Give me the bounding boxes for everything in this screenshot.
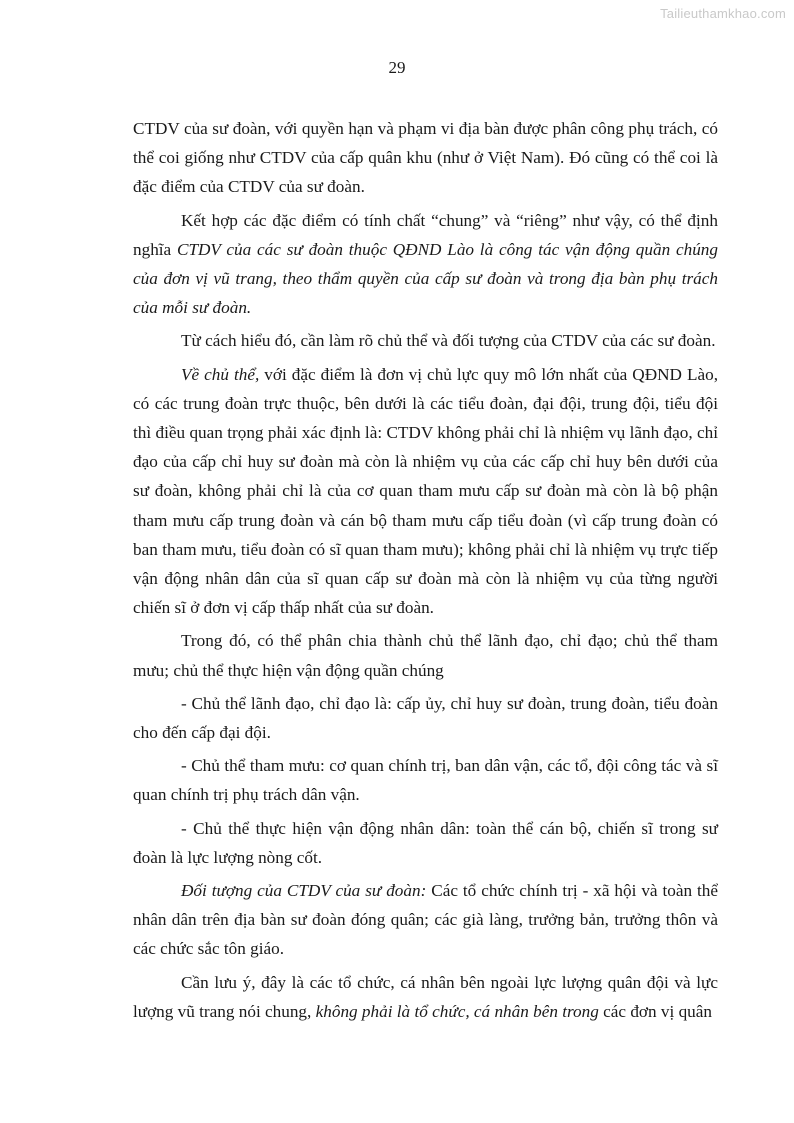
paragraph-9-heading: Đối tượng của CTDV của sư đoàn:: [181, 881, 427, 901]
document-body: [133, 114, 718, 1030]
paragraph-10: [133, 968, 718, 1026]
list-item-advisory: - Chủ thể tham mưu: cơ quan chính trị, ban dân vận, các tổ, đội công tác và sĩ quan chính trị phụ trách dân vận.: [133, 756, 718, 805]
paragraph-2: [133, 206, 718, 323]
paragraph-3: Từ cách hiểu đó, cần làm rõ chủ thể và đối tượng của CTDV của các sư đoàn.: [181, 331, 716, 351]
paragraph-10-text-a: Cần lưu ý, đây là các tổ chức, cá nhân bên ngoài lực lượng quân đội và lực lượng vũ trang nói chung,: [133, 972, 718, 1021]
list-item-leadership: - Chủ thể lãnh đạo, chỉ đạo là: cấp ủy, chỉ huy sư đoàn, trung đoàn, tiểu đoàn cho đến cấp đại đội.: [133, 693, 718, 743]
paragraph-2-definition: CTDV của các sư đoàn thuộc QĐND Lào là công tác vận động quần chúng của đơn vị vũ trang, theo thẩm quyền của cấp sư đoàn và trong địa bàn phụ trách của mỗi sư đoàn.: [133, 239, 718, 318]
watermark: Tailieuthamkhao.com: [660, 6, 786, 21]
paragraph-4-heading: Về chủ thể,: [181, 364, 260, 384]
page-number: 29: [388, 58, 406, 77]
paragraph-10-emphasis: không phải là tổ chức, cá nhân bên trong: [315, 1001, 599, 1021]
list-item-implementation: - Chủ thể thực hiện vận động nhân dân: toàn thể cán bộ, chiến sĩ trong sư đoàn là lực lượng nòng cốt.: [133, 818, 718, 867]
paragraph-2-text: Kết hợp các đặc điểm có tính chất “chung” và “riêng” như vậy, có thể định nghĩa: [133, 210, 718, 259]
paragraph-9-text: Các tổ chức chính trị - xã hội và toàn thể nhân dân trên địa bàn sư đoàn đóng quân; các già làng, trưởng bản, trưởng thôn và các chức sắc tôn giáo.: [133, 881, 719, 959]
paragraph-4-text: với đặc điểm là đơn vị chủ lực quy mô lớn nhất của QĐND Lào, có các trung đoàn trực thuộc, bên dưới là các tiểu đoàn, đại đội, trung đội, tiểu đội thì điều quan trọng phải xác định là: CTDV không phải chỉ là nhiệm vụ lãnh đạo, chỉ đạo của cấp chỉ huy sư đoàn mà còn là nhiệm vụ của các cấp chỉ huy bên dưới của sư đoàn, không phải chỉ là của cơ quan tham mưu cấp sư đoàn mà còn là bộ phận tham mưu cấp trung đoàn và cán bộ tham mưu cấp tiểu đoàn (vì cấp trung đoàn có ban tham mưu, tiểu đoàn có sĩ quan tham mưu); không phải chỉ là nhiệm vụ trực tiếp vận động nhân dân của sĩ quan cấp sư đoàn mà còn là nhiệm vụ của từng người chiến sĩ ở đơn vị cấp thấp nhất của sư đoàn.: [133, 364, 718, 618]
paragraph-5: Trong đó, có thể phân chia thành chủ thể lãnh đạo, chỉ đạo; chủ thể tham mưu; chủ thể thực hiện vận động quần chúng: [133, 631, 718, 680]
paragraph-10-text-c: các đơn vị quân: [598, 1001, 712, 1021]
paragraph-4: [133, 360, 718, 623]
paragraph-1: CTDV của sư đoàn, với quyền hạn và phạm vi địa bàn được phân công phụ trách, có thể coi giống như CTDV của cấp quân khu (như ở Việt Nam). Đó cũng có thể coi là đặc điểm của CTDV của sư đoàn.: [133, 119, 718, 197]
paragraph-9: [133, 876, 718, 964]
